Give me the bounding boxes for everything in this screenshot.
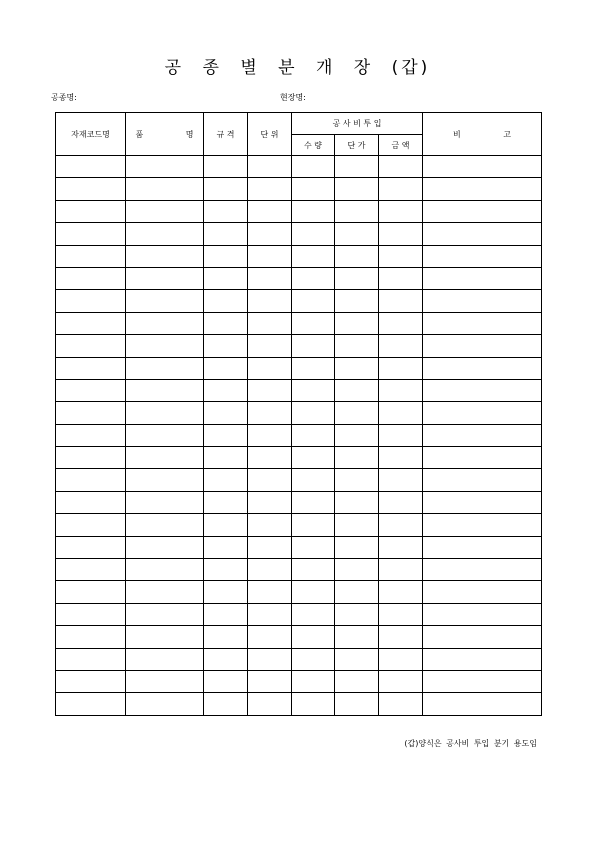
remarks-cell[interactable] (423, 335, 542, 357)
page-title: 공 종 별 분 개 장 (갑) (164, 58, 431, 78)
table-row (56, 469, 542, 491)
remarks-cell[interactable] (423, 469, 542, 491)
unit-price-cell[interactable] (335, 335, 379, 357)
remarks-cell[interactable] (423, 312, 542, 334)
unit-cell[interactable] (248, 424, 292, 446)
unit-cell[interactable] (248, 648, 292, 670)
unit-price-cell[interactable] (335, 290, 379, 312)
spec-cell[interactable] (204, 447, 248, 469)
quantity-cell[interactable] (292, 447, 335, 469)
spec-cell[interactable] (204, 648, 248, 670)
quantity-cell[interactable] (292, 670, 335, 692)
material-code-cell[interactable] (56, 514, 126, 536)
unit-price-cell[interactable] (335, 267, 379, 289)
item-name-cell[interactable] (126, 290, 204, 312)
amount-cell[interactable] (379, 200, 423, 222)
unit-cell[interactable] (248, 693, 292, 715)
item-name-cell[interactable] (126, 178, 204, 200)
material-code-cell[interactable] (56, 469, 126, 491)
header-remarks: 비 고 (423, 113, 542, 156)
table-row (56, 267, 542, 289)
header-unit-price: 단 가 (335, 135, 379, 156)
spec-cell[interactable] (204, 223, 248, 245)
amount-cell[interactable] (379, 491, 423, 513)
spec-cell[interactable] (204, 156, 248, 178)
unit-cell[interactable] (248, 536, 292, 558)
unit-price-cell[interactable] (335, 447, 379, 469)
unit-price-cell[interactable] (335, 603, 379, 625)
unit-price-cell[interactable] (335, 559, 379, 581)
spec-cell[interactable] (204, 581, 248, 603)
quantity-cell[interactable] (292, 245, 335, 267)
material-code-cell[interactable] (56, 156, 126, 178)
quantity-cell[interactable] (292, 267, 335, 289)
remarks-cell[interactable] (423, 447, 542, 469)
header-spec: 규 격 (204, 113, 248, 156)
material-code-cell[interactable] (56, 447, 126, 469)
item-name-cell[interactable] (126, 312, 204, 334)
quantity-cell[interactable] (292, 491, 335, 513)
unit-cell[interactable] (248, 200, 292, 222)
item-name-cell[interactable] (126, 267, 204, 289)
remarks-cell[interactable] (423, 156, 542, 178)
amount-cell[interactable] (379, 447, 423, 469)
table-row (56, 559, 542, 581)
item-name-cell[interactable] (126, 581, 204, 603)
amount-cell[interactable] (379, 312, 423, 334)
table-row (56, 245, 542, 267)
unit-price-cell[interactable] (335, 693, 379, 715)
table-row (56, 424, 542, 446)
spec-cell[interactable] (204, 335, 248, 357)
remarks-cell[interactable] (423, 223, 542, 245)
table-row (56, 514, 542, 536)
item-name-cell[interactable] (126, 357, 204, 379)
amount-cell[interactable] (379, 469, 423, 491)
table-row (56, 379, 542, 401)
item-name-cell[interactable] (126, 447, 204, 469)
work-type-label: 공종명: (51, 93, 77, 102)
unit-price-cell[interactable] (335, 312, 379, 334)
unit-cell[interactable] (248, 312, 292, 334)
site-name-label: 현장명: (280, 93, 306, 102)
remarks-cell[interactable] (423, 178, 542, 200)
unit-price-cell[interactable] (335, 402, 379, 424)
spec-cell[interactable] (204, 536, 248, 558)
unit-price-cell[interactable] (335, 514, 379, 536)
remarks-cell[interactable] (423, 536, 542, 558)
unit-price-cell[interactable] (335, 379, 379, 401)
table-row (56, 357, 542, 379)
unit-cell[interactable] (248, 603, 292, 625)
material-code-cell[interactable] (56, 267, 126, 289)
header-cost-input: 공 사 비 투 입 (292, 113, 423, 135)
unit-cell[interactable] (248, 559, 292, 581)
spec-cell[interactable] (204, 514, 248, 536)
form-footnote: (갑)양식은 공사비 투입 분기 용도임 (404, 739, 537, 748)
table-row (56, 581, 542, 603)
item-name-cell[interactable] (126, 245, 204, 267)
cost-ledger-table (55, 112, 542, 716)
remarks-cell[interactable] (423, 559, 542, 581)
remarks-cell[interactable] (423, 267, 542, 289)
unit-cell[interactable] (248, 156, 292, 178)
material-code-cell[interactable] (56, 693, 126, 715)
spec-cell[interactable] (204, 290, 248, 312)
unit-cell[interactable] (248, 245, 292, 267)
unit-price-cell[interactable] (335, 491, 379, 513)
quantity-cell[interactable] (292, 648, 335, 670)
quantity-cell[interactable] (292, 312, 335, 334)
material-code-cell[interactable] (56, 626, 126, 648)
spec-cell[interactable] (204, 603, 248, 625)
material-code-cell[interactable] (56, 402, 126, 424)
spec-cell[interactable] (204, 559, 248, 581)
item-name-cell[interactable] (126, 424, 204, 446)
unit-price-cell[interactable] (335, 648, 379, 670)
unit-cell[interactable] (248, 491, 292, 513)
remarks-cell[interactable] (423, 245, 542, 267)
material-code-cell[interactable] (56, 223, 126, 245)
unit-price-cell[interactable] (335, 424, 379, 446)
item-name-cell[interactable] (126, 626, 204, 648)
remarks-cell[interactable] (423, 603, 542, 625)
unit-price-cell[interactable] (335, 670, 379, 692)
unit-cell[interactable] (248, 581, 292, 603)
unit-price-cell[interactable] (335, 469, 379, 491)
table-row (56, 447, 542, 469)
unit-price-cell[interactable] (335, 536, 379, 558)
table-row (56, 335, 542, 357)
item-name-cell[interactable] (126, 156, 204, 178)
item-name-cell[interactable] (126, 223, 204, 245)
remarks-cell[interactable] (423, 670, 542, 692)
quantity-cell[interactable] (292, 693, 335, 715)
unit-price-cell[interactable] (335, 178, 379, 200)
quantity-cell[interactable] (292, 603, 335, 625)
amount-cell[interactable] (379, 514, 423, 536)
table-row (56, 290, 542, 312)
unit-price-cell[interactable] (335, 581, 379, 603)
amount-cell[interactable] (379, 559, 423, 581)
material-code-cell[interactable] (56, 581, 126, 603)
item-name-cell[interactable] (126, 335, 204, 357)
unit-cell[interactable] (248, 357, 292, 379)
material-code-cell[interactable] (56, 491, 126, 513)
amount-cell[interactable] (379, 290, 423, 312)
spec-cell[interactable] (204, 402, 248, 424)
quantity-cell[interactable] (292, 469, 335, 491)
material-code-cell[interactable] (56, 178, 126, 200)
unit-price-cell[interactable] (335, 245, 379, 267)
amount-cell[interactable] (379, 626, 423, 648)
quantity-cell[interactable] (292, 156, 335, 178)
table-row (56, 693, 542, 715)
header-unit: 단 위 (248, 113, 292, 156)
amount-cell[interactable] (379, 156, 423, 178)
material-code-cell[interactable] (56, 379, 126, 401)
unit-price-cell[interactable] (335, 223, 379, 245)
quantity-cell[interactable] (292, 536, 335, 558)
unit-cell[interactable] (248, 290, 292, 312)
amount-cell[interactable] (379, 693, 423, 715)
material-code-cell[interactable] (56, 603, 126, 625)
spec-cell[interactable] (204, 491, 248, 513)
material-code-cell[interactable] (56, 424, 126, 446)
item-name-cell[interactable] (126, 670, 204, 692)
remarks-cell[interactable] (423, 402, 542, 424)
amount-cell[interactable] (379, 581, 423, 603)
unit-cell[interactable] (248, 447, 292, 469)
quantity-cell[interactable] (292, 200, 335, 222)
unit-price-cell[interactable] (335, 200, 379, 222)
header-amount: 금 액 (379, 135, 423, 156)
amount-cell[interactable] (379, 379, 423, 401)
quantity-cell[interactable] (292, 424, 335, 446)
item-name-cell[interactable] (126, 514, 204, 536)
item-name-cell[interactable] (126, 379, 204, 401)
remarks-cell[interactable] (423, 424, 542, 446)
spec-cell[interactable] (204, 626, 248, 648)
amount-cell[interactable] (379, 267, 423, 289)
material-code-cell[interactable] (56, 536, 126, 558)
remarks-cell[interactable] (423, 290, 542, 312)
table-row (56, 670, 542, 692)
item-name-cell[interactable] (126, 469, 204, 491)
table-row (56, 178, 542, 200)
spec-cell[interactable] (204, 312, 248, 334)
amount-cell[interactable] (379, 178, 423, 200)
material-code-cell[interactable] (56, 335, 126, 357)
table-row (56, 156, 542, 178)
remarks-cell[interactable] (423, 491, 542, 513)
material-code-cell[interactable] (56, 312, 126, 334)
item-name-cell[interactable] (126, 603, 204, 625)
amount-cell[interactable] (379, 223, 423, 245)
spec-cell[interactable] (204, 245, 248, 267)
unit-cell[interactable] (248, 514, 292, 536)
remarks-cell[interactable] (423, 626, 542, 648)
unit-cell[interactable] (248, 626, 292, 648)
remarks-cell[interactable] (423, 693, 542, 715)
item-name-cell[interactable] (126, 491, 204, 513)
unit-cell[interactable] (248, 402, 292, 424)
ledger-body (56, 156, 542, 716)
unit-cell[interactable] (248, 223, 292, 245)
table-row (56, 536, 542, 558)
unit-cell[interactable] (248, 178, 292, 200)
material-code-cell[interactable] (56, 245, 126, 267)
table-row (56, 200, 542, 222)
unit-price-cell[interactable] (335, 626, 379, 648)
spec-cell[interactable] (204, 178, 248, 200)
unit-cell[interactable] (248, 379, 292, 401)
unit-cell[interactable] (248, 670, 292, 692)
quantity-cell[interactable] (292, 335, 335, 357)
material-code-cell[interactable] (56, 670, 126, 692)
table-row (56, 648, 542, 670)
spec-cell[interactable] (204, 267, 248, 289)
table-row (56, 603, 542, 625)
unit-cell[interactable] (248, 267, 292, 289)
header-quantity: 수 량 (292, 135, 335, 156)
quantity-cell[interactable] (292, 581, 335, 603)
remarks-cell[interactable] (423, 379, 542, 401)
item-name-cell[interactable] (126, 559, 204, 581)
header-item-name: 품 명 (126, 113, 204, 156)
amount-cell[interactable] (379, 357, 423, 379)
amount-cell[interactable] (379, 335, 423, 357)
remarks-cell[interactable] (423, 581, 542, 603)
amount-cell[interactable] (379, 402, 423, 424)
remarks-cell[interactable] (423, 357, 542, 379)
remarks-cell[interactable] (423, 648, 542, 670)
unit-price-cell[interactable] (335, 156, 379, 178)
material-code-cell[interactable] (56, 357, 126, 379)
header-material-code: 자재코드명 (56, 113, 126, 156)
material-code-cell[interactable] (56, 200, 126, 222)
amount-cell[interactable] (379, 648, 423, 670)
spec-cell[interactable] (204, 424, 248, 446)
spec-cell[interactable] (204, 670, 248, 692)
material-code-cell[interactable] (56, 648, 126, 670)
quantity-cell[interactable] (292, 290, 335, 312)
amount-cell[interactable] (379, 245, 423, 267)
amount-cell[interactable] (379, 670, 423, 692)
quantity-cell[interactable] (292, 626, 335, 648)
quantity-cell[interactable] (292, 559, 335, 581)
table-row (56, 402, 542, 424)
item-name-cell[interactable] (126, 402, 204, 424)
remarks-cell[interactable] (423, 514, 542, 536)
material-code-cell[interactable] (56, 559, 126, 581)
unit-cell[interactable] (248, 335, 292, 357)
amount-cell[interactable] (379, 536, 423, 558)
spec-cell[interactable] (204, 357, 248, 379)
item-name-cell[interactable] (126, 648, 204, 670)
quantity-cell[interactable] (292, 379, 335, 401)
item-name-cell[interactable] (126, 536, 204, 558)
quantity-cell[interactable] (292, 223, 335, 245)
amount-cell[interactable] (379, 424, 423, 446)
item-name-cell[interactable] (126, 200, 204, 222)
spec-cell[interactable] (204, 379, 248, 401)
spec-cell[interactable] (204, 200, 248, 222)
table-row (56, 223, 542, 245)
spec-cell[interactable] (204, 469, 248, 491)
unit-price-cell[interactable] (335, 357, 379, 379)
table-row (56, 312, 542, 334)
material-code-cell[interactable] (56, 290, 126, 312)
quantity-cell[interactable] (292, 178, 335, 200)
spec-cell[interactable] (204, 693, 248, 715)
quantity-cell[interactable] (292, 402, 335, 424)
item-name-cell[interactable] (126, 693, 204, 715)
quantity-cell[interactable] (292, 514, 335, 536)
remarks-cell[interactable] (423, 200, 542, 222)
unit-cell[interactable] (248, 469, 292, 491)
quantity-cell[interactable] (292, 357, 335, 379)
table-row (56, 491, 542, 513)
amount-cell[interactable] (379, 603, 423, 625)
table-row (56, 626, 542, 648)
